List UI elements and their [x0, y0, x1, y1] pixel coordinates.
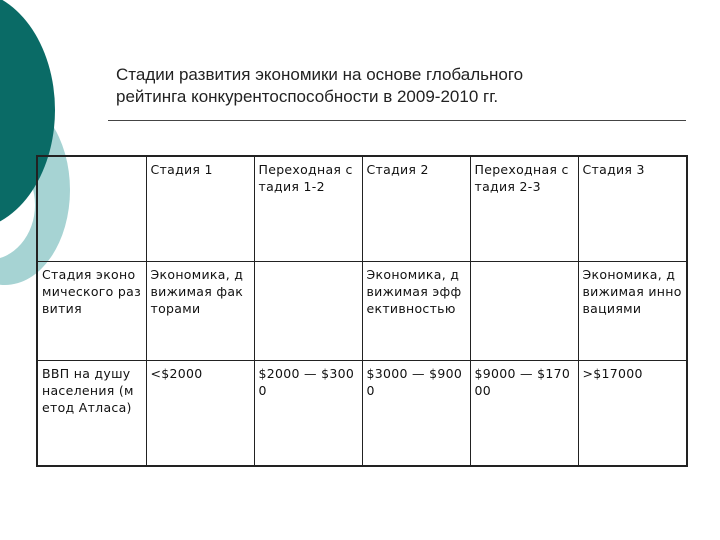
table-row [37, 262, 687, 361]
table-cell: Экономика, движимая инновациями [578, 262, 687, 361]
title-divider [108, 120, 686, 121]
table-header-row [37, 156, 687, 262]
table-cell: Переходная стадия 1-2 [254, 156, 362, 262]
slide-title [116, 64, 676, 108]
table-cell [470, 262, 578, 361]
table-cell: Стадия 3 [578, 156, 687, 262]
table-cell: <$2000 [146, 361, 254, 467]
table-cell [254, 262, 362, 361]
table-cell: $3000 — $9000 [362, 361, 470, 467]
table-cell: ВВП на душу населения (метод Атласа) [37, 361, 146, 467]
table-cell: Стадия экономического развития [37, 262, 146, 361]
table-cell [37, 156, 146, 262]
table-cell: Экономика, движимая факторами [146, 262, 254, 361]
table-cell: Экономика, движимая эффективностью [362, 262, 470, 361]
title-line-1: Стадии развития экономики на основе глобального [116, 65, 524, 84]
title-line-2: рейтинга конкурентоспособности в 2009-2010 гг. [116, 87, 499, 106]
table-cell: $9000 — $17000 [470, 361, 578, 467]
stages-table [36, 155, 688, 467]
table-cell: $2000 — $3000 [254, 361, 362, 467]
table-cell: Переходная стадия 2-3 [470, 156, 578, 262]
table-cell: Стадия 1 [146, 156, 254, 262]
table-row [37, 361, 687, 467]
table-cell: Стадия 2 [362, 156, 470, 262]
table-cell: >$17000 [578, 361, 687, 467]
